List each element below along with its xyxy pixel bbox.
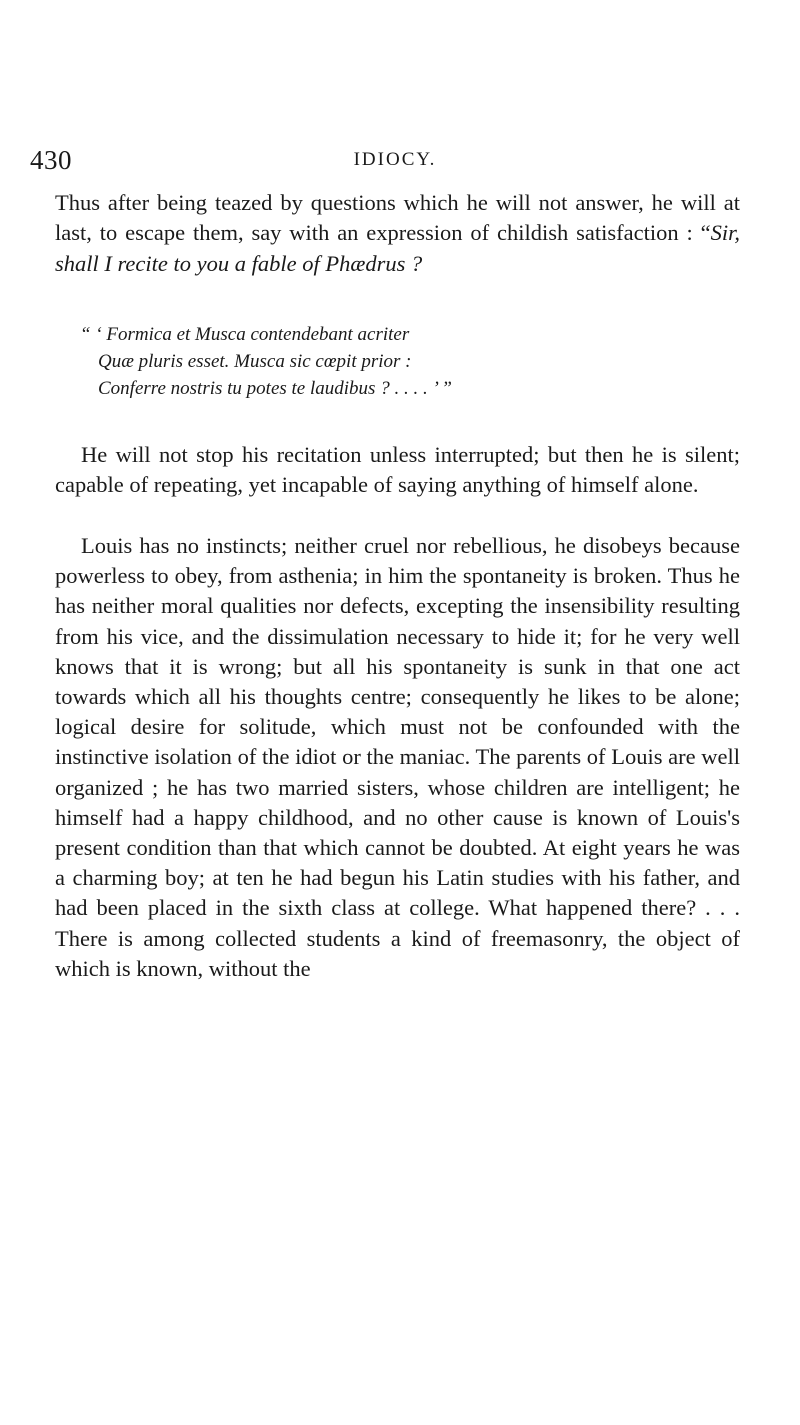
paragraph-intro [55, 188, 740, 279]
page-number: 430 [30, 145, 72, 175]
paragraph-recitation: He will not stop his recitation unless interrupted; but then he is silent; capable of repeating, yet incapable of saying anything of himself alone. [55, 442, 740, 498]
latin-verse [80, 321, 720, 402]
running-title: IDIOCY. [353, 149, 437, 170]
paragraph-intro-italic: Sir, shall I recite to you a fable of Phædrus ? [55, 220, 740, 276]
verse-line-2: Quæ pluris esset. Musca sic cœpit prior : [98, 351, 412, 372]
running-head [30, 145, 760, 177]
verse-line-1: “ ‘ Formica et Musca contendebant acriter [80, 324, 410, 345]
paragraph-intro-text: Thus after being teazed by questions which he will not answer, he will at last, to escape them, say with an expression of childish satisfaction : “ [55, 190, 740, 246]
verse-line-3: Conferre nostris tu potes te laudibus ? . . . . ’ ” [98, 378, 452, 399]
paragraph-louis: Louis has no instincts; neither cruel nor rebellious, he disobeys because powerless to obey, from asthenia; in him the spontaneity is broken. Thus he has neither moral qualities nor defects, excepting the insensibility resulting from his vice, and the dissimulation necessary to hide it; for he very well knows that it is wrong; but all his spontaneity is sunk in that one act towards which all his thoughts centre; consequently he likes to be alone; logical desire for solitude, which must not be confounded with the instinctive isolation of the idiot or the maniac. The parents of Louis are well organized ; he has two married sisters, whose children are intelligent; he himself had a happy childhood, and no other cause is known of Louis's present condition than that which cannot be doubted. At eight years he was a charming boy; at ten he had begun his Latin studies with his father, and had been placed in the sixth class at college. What happened there? . . . There is among collected students a kind of freemasonry, the object of which is known, without the [55, 533, 740, 981]
